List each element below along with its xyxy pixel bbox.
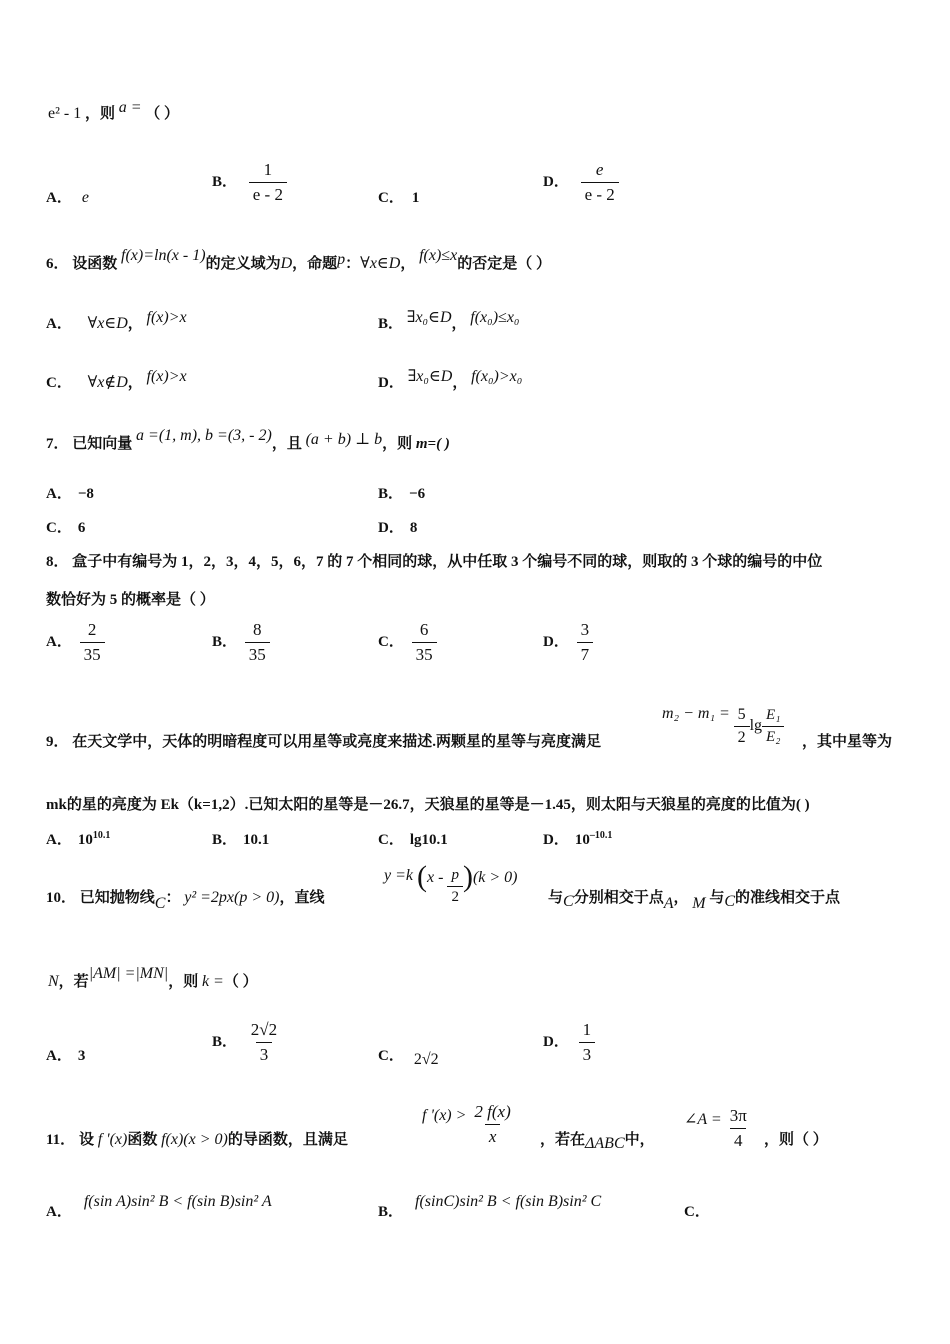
q11-angle: ∠A = $\frac{3\pi}{4}$ [684, 1106, 747, 1150]
q5-option-b[interactable]: B． $\frac{1}{e - 2}$ [212, 160, 287, 205]
q9-tail: ，其中星等为 [802, 734, 893, 750]
q10-option-c[interactable]: C． 2√2 [378, 1048, 439, 1068]
q6-option-b[interactable]: B． ∃x₀∈D， f(x₀)≤x₀ [378, 309, 520, 332]
q5-option-d[interactable]: D． $\frac{e}{e - 2}$ [543, 160, 619, 205]
q8-option-d[interactable]: D． $\frac{3}{7}$ [543, 620, 593, 665]
question-11-tail: ，若在ΔABC中， [540, 1132, 655, 1152]
q11-option-a[interactable]: A．f(sin A)sin² B < f(sin B)sin² A [46, 1193, 272, 1220]
q9-option-d[interactable]: D． $10^{-10.1}$ [543, 830, 613, 848]
q5-expr: e² - 1 [48, 105, 82, 122]
q10-option-d[interactable]: D． $\frac{1}{3}$ [543, 1020, 595, 1065]
question-9-line2: mk的星的亮度为 Ek（k=1,2）.已知太阳的星等是－26.7，天狼星的星等是－1.45，则太阳与天狼星的亮度的比值为( ) [46, 797, 810, 813]
q5-option-c[interactable]: C． 1 [378, 190, 420, 206]
q6-option-a[interactable]: A． ∀x∈D， f(x)>x [46, 309, 187, 332]
q11-option-c[interactable]: C． [684, 1204, 710, 1220]
q6-option-d[interactable]: D． ∃x₀∈D， f(x₀)>x₀ [378, 368, 523, 391]
q10-line-formula: y =k (x - $\frac{p}{2}$ )(k > 0) [384, 860, 518, 905]
q9-formula: m₂ − m₁ = $\frac{5}{2}$ lg $\frac{\text{E₁}}{\text{E₂}}$ [662, 706, 784, 747]
question-11-end: ，则（ ） [764, 1132, 828, 1148]
question-10-tail: 与C分别相交于点A， M 与C的准线相交于点 [548, 890, 841, 912]
q11-condition: f '(x) > $\frac{2 f(x)}{x}$ [422, 1102, 511, 1146]
q8-option-a[interactable]: A． $\frac{2}{35}$ [46, 620, 105, 665]
q8-option-c[interactable]: C． $\frac{6}{35}$ [378, 620, 437, 665]
question-9: 9． 在天文学中，天体的明暗程度可以用星等或亮度来描述.两颗星的星等与亮度满足 [46, 734, 602, 750]
q8-option-b[interactable]: B． $\frac{8}{35}$ [212, 620, 270, 665]
q9-option-c[interactable]: C． lg10.1 [378, 832, 448, 848]
q7-option-a[interactable]: A． −8 [46, 486, 94, 502]
q5-option-a[interactable]: A． e [46, 189, 89, 206]
q6-option-c[interactable]: C． ∀x∉D， f(x)>x [46, 368, 187, 391]
question-10: 10． 已知抛物线C： y² =2px(p > 0)，直线 [46, 889, 325, 912]
q9-option-b[interactable]: B． 10.1 [212, 832, 270, 848]
question-6: 6． 设函数 f(x)=ln(x - 1)的定义域为D，命题p：∀x∈D， f(x)≤x的否定是（ ） [46, 247, 551, 272]
q5-tail: e² - 1 ，则 a = （ ） [48, 99, 180, 122]
q7-option-b[interactable]: B． −6 [378, 486, 426, 502]
question-11: 11． 设 f '(x)函数 f(x)(x > 0)的导函数，且满足 [46, 1131, 348, 1148]
q10-option-b[interactable]: B． $\frac{2√2}{3}$ [212, 1020, 278, 1064]
q9-option-a[interactable]: A． $10^{10.1}$ [46, 830, 111, 848]
q7-option-d[interactable]: D． 8 [378, 520, 418, 536]
question-10-line2: N，若|AM| =|MN|，则 k =（ ） [48, 965, 258, 990]
question-8-line2: 数恰好为 5 的概率是（ ） [46, 592, 215, 608]
q10-option-a[interactable]: A． 3 [46, 1048, 86, 1064]
question-8: 8． 盒子中有编号为 1，2，3，4，5，6，7 的 7 个相同的球，从中任取 3 个编号不同的球，则取的 3 个球的编号的中位 [46, 554, 823, 570]
q7-option-c[interactable]: C． 6 [46, 520, 86, 536]
question-7: 7． 已知向量 a =(1, m), b =(3, - 2)，且 (a + b) ⊥ b，则 m=( ) [46, 427, 450, 452]
q11-option-b[interactable]: B．f(sinC)sin² B < f(sin B)sin² C [378, 1193, 602, 1220]
